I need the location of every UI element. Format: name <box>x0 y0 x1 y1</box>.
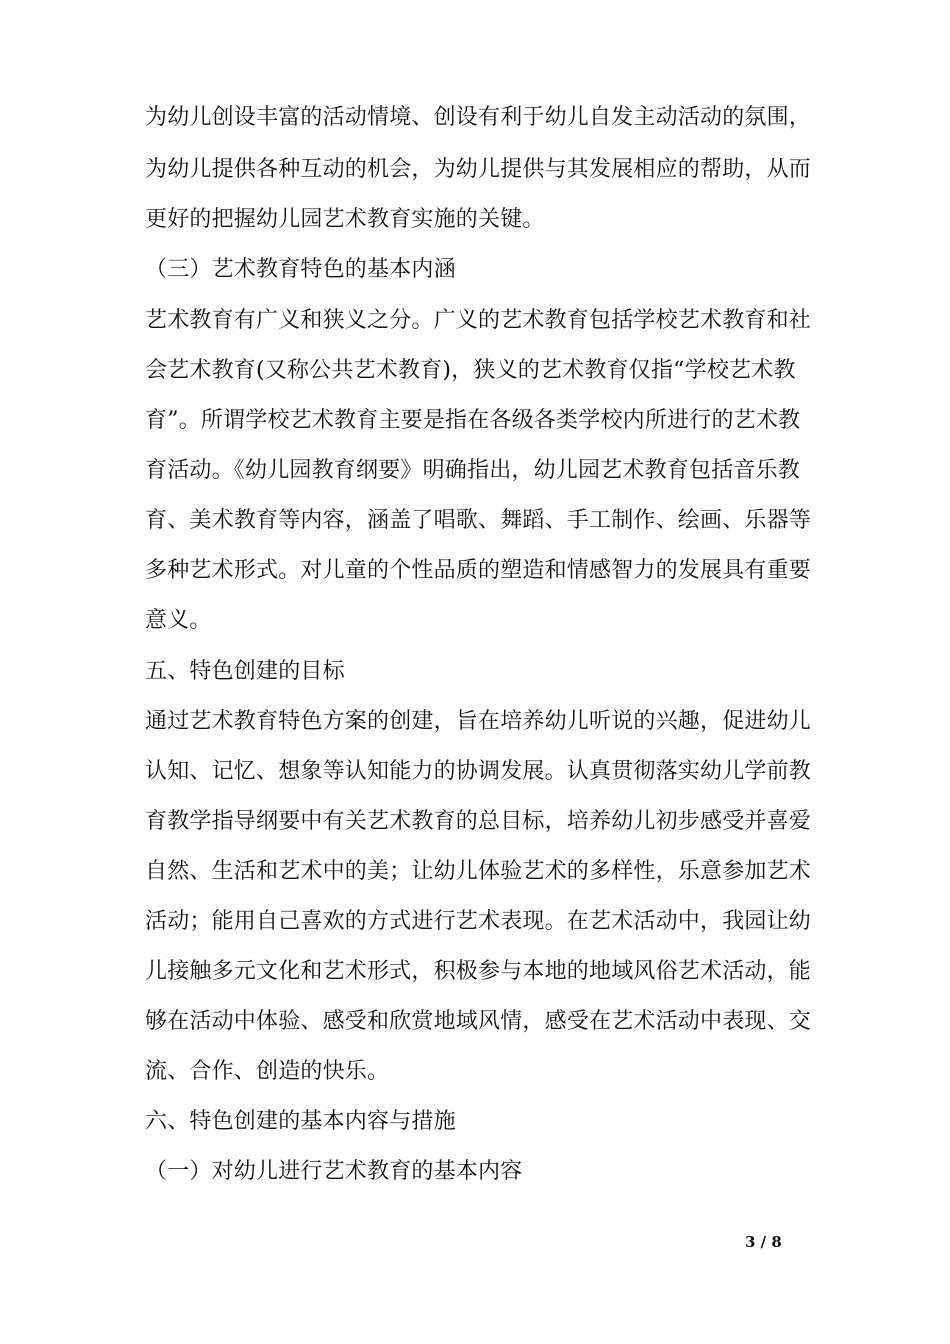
paragraph-line: 够在活动中体验、感受和欣赏地域风情，感受在艺术活动中表现、交 <box>145 1009 812 1034</box>
paragraph-line: 认知、记忆、想象等认知能力的协调发展。认真贯彻落实幼儿学前教 <box>145 759 812 784</box>
paragraph-line: 意义。 <box>145 608 212 633</box>
paragraph-line: 为幼儿提供各种互动的机会，为幼儿提供与其发展相应的帮助，从而 <box>145 157 812 182</box>
paragraph-line: 自然、生活和艺术中的美；让幼儿体验艺术的多样性，乐意参加艺术 <box>145 859 812 884</box>
paragraph-line: 活动；能用自己喜欢的方式进行艺术表现。在艺术活动中，我园让幼 <box>145 909 812 934</box>
paragraph-line: 育”。所谓学校艺术教育主要是指在各级各类学校内所进行的艺术教 <box>145 408 801 433</box>
section-heading: 六、特色创建的基本内容与措施 <box>145 1109 456 1134</box>
section-heading: （三）艺术教育特色的基本内涵 <box>145 257 456 282</box>
paragraph-line: 流、合作、创造的快乐。 <box>145 1059 390 1084</box>
page-number: 3 / 8 <box>745 1233 782 1251</box>
section-heading: 五、特色创建的目标 <box>145 659 345 684</box>
paragraph-line: 艺术教育有广义和狭义之分。广义的艺术教育包括学校艺术教育和社 <box>145 308 812 333</box>
paragraph-line: 多种艺术形式。对儿童的个性品质的塑造和情感智力的发展具有重要 <box>145 558 812 583</box>
paragraph-line: 更好的把握幼儿园艺术教育实施的关键。 <box>145 207 545 232</box>
paragraph-line: 儿接触多元文化和艺术形式，积极参与本地的地域风俗艺术活动，能 <box>145 959 812 984</box>
section-heading: （一）对幼儿进行艺术教育的基本内容 <box>145 1159 523 1184</box>
paragraph-line: 育、美术教育等内容，涵盖了唱歌、舞蹈、手工制作、绘画、乐器等 <box>145 508 812 533</box>
paragraph-line: 会艺术教育(又称公共艺术教育)，狭义的艺术教育仅指“学校艺术教 <box>145 358 796 383</box>
paragraph-line: 育教学指导纲要中有关艺术教育的总目标，培养幼儿初步感受并喜爱 <box>145 809 812 834</box>
paragraph-line: 为幼儿创设丰富的活动情境、创设有利于幼儿自发主动活动的氛围， <box>145 105 812 130</box>
paragraph-line: 通过艺术教育特色方案的创建，旨在培养幼儿听说的兴趣，促进幼儿 <box>145 709 812 734</box>
paragraph-line: 育活动。《幼儿园教育纲要》明确指出，幼儿园艺术教育包括音乐教 <box>145 458 801 483</box>
